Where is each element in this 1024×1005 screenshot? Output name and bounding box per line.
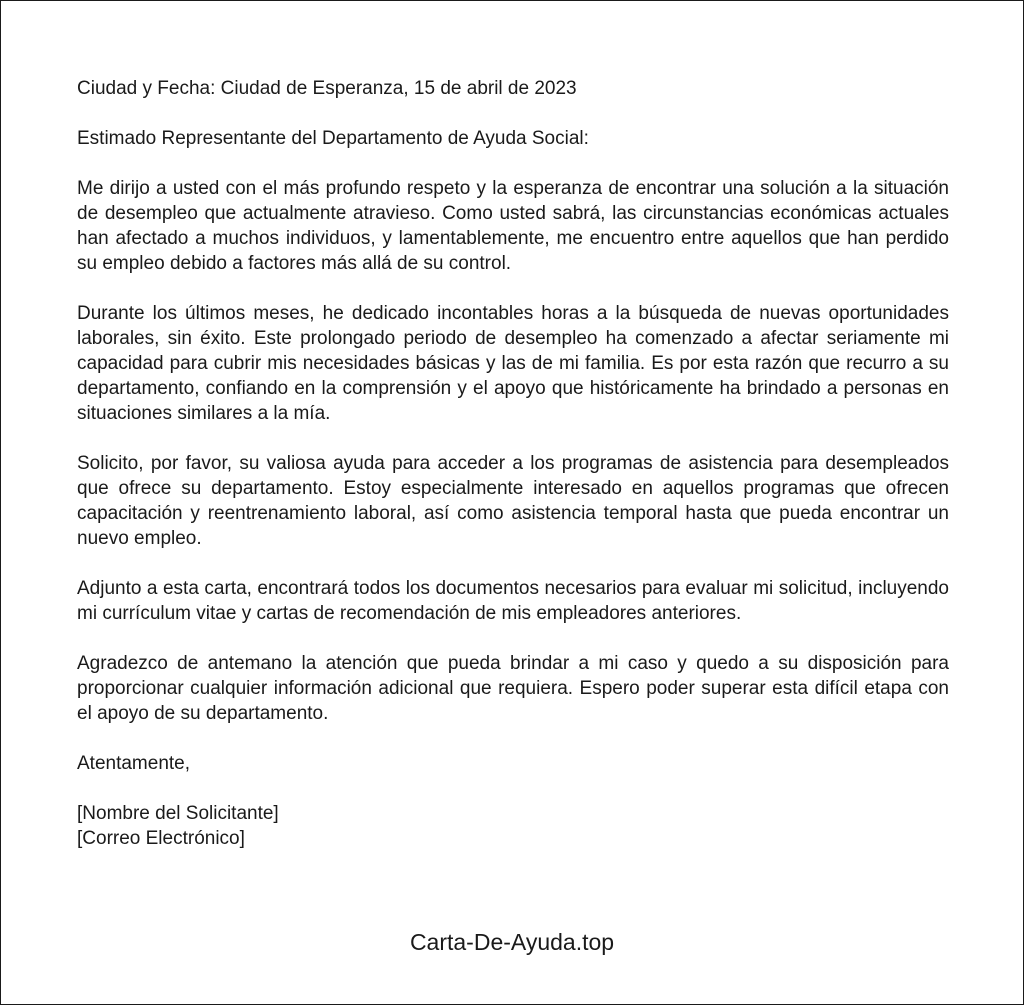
salutation: Estimado Representante del Departamento de Ayuda Social: — [77, 128, 589, 149]
signature-block — [77, 801, 949, 851]
paragraph-3: Solicito, por favor, su valiosa ayuda para acceder a los programas de asistencia para desempleados que ofrece su departamento. Estoy especialmente interesado en aquellos programas que ofrecen capacitación y reentrenamiento laboral, así como asistencia temporal hasta que pueda encontrar un nuevo empleo. — [77, 453, 949, 549]
paragraph-2: Durante los últimos meses, he dedicado incontables horas a la búsqueda de nuevas oportunidades laborales, sin éxito. Este prolongado periodo de desempleo ha comenzado a afectar seriamente mi capacidad para cubrir mis necesidades básicas y las de mi familia. Es por esta razón que recurro a su departamento, confiando en la comprensión y el apoyo que históricamente ha brindado a personas en situaciones similares a la mía. — [77, 303, 949, 424]
paragraph-4: Adjunto a esta carta, encontrará todos los documentos necesarios para evaluar mi solicitud, incluyendo mi currículum vitae y cartas de recomendación de mis empleadores anteriores. — [77, 578, 949, 624]
letter-body — [77, 76, 949, 851]
paragraph-5: Agradezco de antemano la atención que pueda brindar a mi caso y quedo a su disposición para proporcionar cualquier información adicional que requiera. Espero poder superar esta difícil etapa con el apoyo de su departamento. — [77, 653, 949, 724]
signature-name: [Nombre del Solicitante] — [77, 803, 279, 824]
paragraph-1: Me dirijo a usted con el más profundo respeto y la esperanza de encontrar una solución a la situación de desempleo que actualmente atravieso. Como usted sabrá, las circunstancias económicas actuales han afectado a muchos individuos, y lamentablemente, me encuentro entre aquellos que han perdido su empleo debido a factores más allá de su control. — [77, 178, 949, 274]
closing: Atentamente, — [77, 753, 191, 774]
date-line: Ciudad y Fecha: Ciudad de Esperanza, 15 de abril de 2023 — [77, 78, 577, 99]
signature-email: [Correo Electrónico] — [77, 828, 245, 849]
footer-site-name: Carta-De-Ayuda.top — [409, 929, 615, 955]
